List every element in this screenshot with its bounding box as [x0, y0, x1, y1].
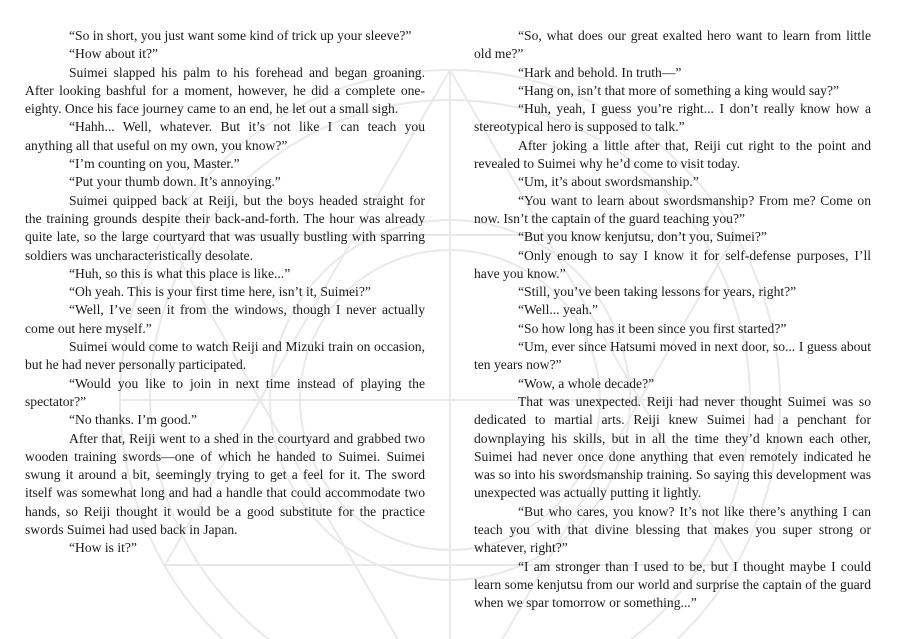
paragraph: “Um, it’s about swordsmanship.”	[518, 174, 699, 190]
paragraph: “So, what does our great exalted hero want to learn from little old me?”	[474, 28, 871, 62]
paragraph: After joking a little after that, Reiji cut right to the point and revealed to Suimei why he’d come to visit today.	[474, 137, 871, 172]
right-column	[474, 27, 871, 613]
paragraph: “Hahh... Well, whatever. But it’s not like I can teach you anything all that useful on my own, you know?”	[25, 119, 425, 153]
paragraph: Suimei slapped his palm to his forehead and began groaning. After looking bashful for a moment, however, he did a complete one-eighty. Once his face journey came to an end, he let out a small sigh.	[25, 64, 425, 117]
paragraph: “So in short, you just want some kind of trick up your sleeve?”	[69, 28, 412, 43]
paragraph: “Um, ever since Hatsumi moved in next door, so... I guess about ten years now?”	[474, 339, 871, 373]
left-column	[25, 27, 425, 558]
paragraph: “You want to learn about swordsmanship? From me? Come on now. Isn’t the captain of the guard teaching you?”	[474, 192, 871, 226]
paragraph: Suimei would come to watch Reiji and Mizuki train on occasion, but he had never personally participated.	[25, 339, 425, 373]
paragraph: That was unexpected. Reiji had never thought Suimei was so dedicated to martial arts. Reiji knew Suimei had a penchant for downplaying his skills, but in all the time they’d known each other, Suimei had never once done anything that even remotely indicated he was so into his swordsmanship training. So saying this development was unexpected was actually putting it lightly.	[474, 393, 871, 501]
paragraph: “No thanks. I’m good.”	[69, 412, 197, 428]
paragraph: “Huh, yeah, I guess you’re right... I don’t really know how a stereotypical hero is supposed to talk.”	[474, 101, 871, 135]
paragraph: After that, Reiji went to a shed in the courtyard and grabbed two wooden training swords—one of which he handed to Suimei. Suimei swung it around a bit, seemingly trying to get a feel for it. The sword itself was somewhat long and had a handle that could accommodate two hands, so Reiji thought it would be a good substitute for the practice swords Suimei had used back in Japan.	[25, 430, 425, 538]
paragraph: “Hark and behold. In truth—”	[518, 64, 682, 80]
paragraph: “Well, I’ve seen it from the windows, though I never actually come out here myself.”	[25, 302, 425, 336]
paragraph: “Still, you’ve been taking lessons for years, right?”	[518, 284, 797, 300]
paragraph: Suimei quipped back at Reiji, but the boys headed straight for the training grounds despite their back-and-forth. The hour was already quite late, so the large courtyard that was usually bustling with sparring soldiers was uncharacteristically desolate.	[25, 192, 425, 263]
paragraph: “Oh yeah. This is your first time here, isn’t it, Suimei?”	[69, 284, 371, 300]
paragraph: “Wow, a whole decade?”	[518, 375, 655, 391]
paragraph: “So how long has it been since you first started?”	[518, 320, 787, 336]
paragraph: “Huh, so this is what this place is like...”	[69, 265, 291, 281]
paragraph: “How is it?”	[69, 540, 137, 556]
paragraph: “But you know kenjutsu, don’t you, Suimei?”	[518, 229, 767, 245]
paragraph: “How about it?”	[69, 46, 159, 62]
paragraph: “Well... yeah.”	[518, 302, 599, 318]
paragraph: “But who cares, you know? It’s not like there’s anything I can teach you with that divine blessing that makes you super strong or whatever, right?”	[474, 503, 871, 556]
paragraph: “I am stronger than I used to be, but I thought maybe I could learn some kenjutsu from our world and surprise the captain of the guard when we spar tomorrow or something...”	[474, 558, 871, 611]
paragraph: “Put your thumb down. It’s annoying.”	[69, 174, 281, 190]
paragraph: “Only enough to say I know it for self-defense purposes, I’ll have you know.”	[474, 247, 871, 281]
paragraph: “Hang on, isn’t that more of something a king would say?”	[518, 82, 840, 98]
paragraph: “I’m counting on you, Master.”	[69, 156, 240, 172]
paragraph: “Would you like to join in next time instead of playing the spectator?”	[25, 375, 425, 409]
